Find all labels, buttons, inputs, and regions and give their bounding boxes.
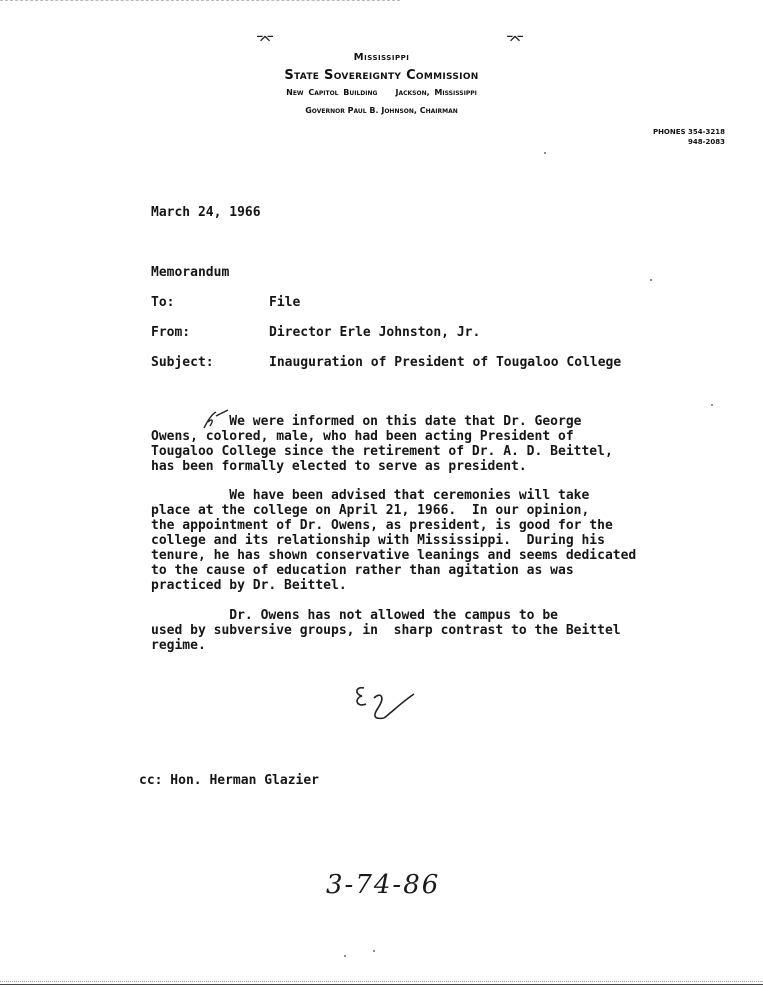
body-paragraph-2: We have been advised that ceremonies will take place at the college on April 21, 1966. In our opinion, the appointment of Dr. Owens, as president, is good for the college and its relationship with Mississippi. During his tenure, he has shown conservative leanings and seems dedicated to the cause of education rather than agitation as was practiced by Dr. Beittel. <box>151 488 637 593</box>
body-paragraph-1: We were informed on this date that Dr. George Owens, colored, male, who had been acting President of Tougaloo College since the retirement of Dr. A. D. Beittel, has been formally elected to serve as president. <box>151 414 613 474</box>
scan-speck <box>711 404 713 406</box>
to-label: To: <box>151 295 175 310</box>
scan-speck <box>344 955 346 957</box>
letterhead-phones <box>600 127 725 147</box>
letterhead-commission: State Sovereignty Commission <box>284 68 479 83</box>
from-label: From: <box>151 325 191 340</box>
handwritten-initials <box>350 678 420 730</box>
seal-mark-right: ⌤ <box>506 30 525 49</box>
letterhead-address <box>0 88 763 97</box>
phones-line-2: 948-2083 <box>688 138 725 146</box>
cc-line: cc: Hon. Herman Glazier <box>139 773 320 788</box>
scan-speck <box>373 950 375 952</box>
bottom-edge-line <box>0 984 763 985</box>
to-value: File <box>269 295 301 310</box>
letterhead-governor: Governor Paul B. Johnson, Chairman <box>305 106 458 115</box>
bottom-dotted-line <box>0 981 763 982</box>
memo-heading: Memorandum <box>151 265 230 280</box>
letterhead-city: Jackson, Mississippi <box>395 88 477 97</box>
letterhead-building: New Capitol Building <box>286 88 378 97</box>
subject-label: Subject: <box>151 355 214 370</box>
letterhead-state: Mississippi <box>353 52 410 63</box>
from-value: Director Erle Johnston, Jr. <box>269 325 481 340</box>
memo-date: March 24, 1966 <box>151 205 261 220</box>
subject-value: Inauguration of President of Tougaloo College <box>269 355 622 370</box>
top-dashed-line <box>0 0 400 1</box>
handwritten-filing-number: 3-74-86 <box>326 870 441 900</box>
body-paragraph-3: Dr. Owens has not allowed the campus to be used by subversive groups, in sharp contrast to the Beittel regime. <box>151 608 621 653</box>
phones-line-1: PHONES 354-3218 <box>652 128 725 136</box>
scan-speck <box>544 152 546 154</box>
scan-speck <box>650 279 652 281</box>
seal-mark-left: ⌤ <box>256 30 275 49</box>
